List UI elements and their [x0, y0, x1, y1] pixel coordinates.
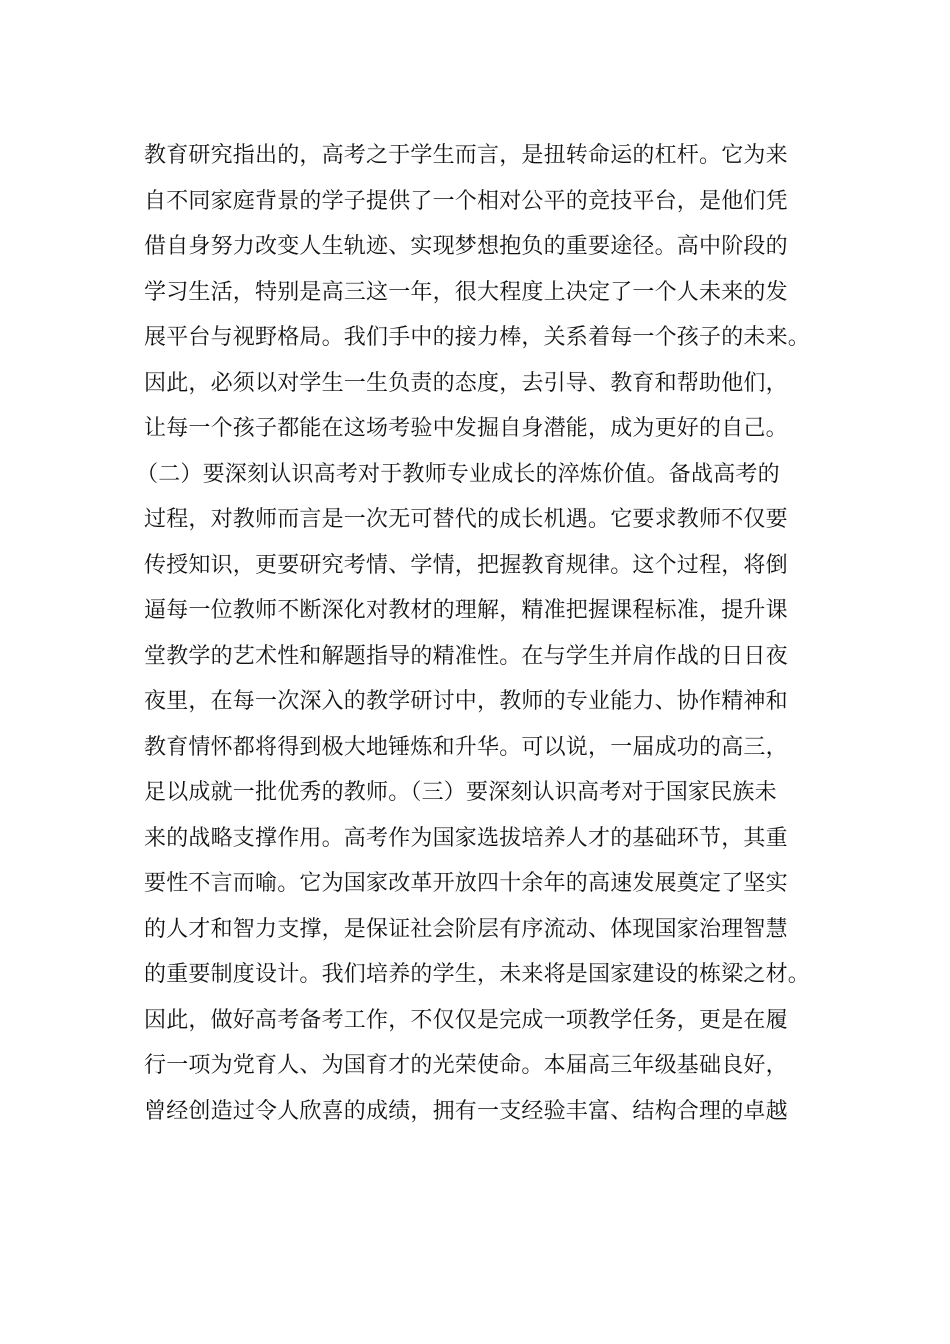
text-line: 足以成就一批优秀的教师。（三）要深刻认识高考对于国家民族未	[144, 780, 777, 805]
text-line: 曾经创造过令人欣喜的成绩，拥有一支经验丰富、结构合理的卓越	[144, 1098, 788, 1124]
text-line: 教育研究指出的，高考之于学生而言，是扭转命运的杠杆。它为来	[144, 143, 788, 168]
text-line: 因此，做好高考备考工作，不仅仅是完成一项教学任务，更是在履	[144, 1007, 788, 1033]
text-line: 教育情怀都将得到极大地锤炼和升华。可以说，一届成功的高三，	[144, 734, 788, 760]
text-line: 要性不言而喻。它为国家改革开放四十余年的高速发展奠定了坚实	[144, 871, 788, 896]
text-line: 展平台与视野格局。我们手中的接力棒，关系着每一个孩子的未来。	[144, 325, 811, 350]
body-text	[136, 133, 814, 1134]
text-line: （二）要深刻认识高考对于教师专业成长的淬炼价值。备战高考的	[136, 461, 780, 487]
text-line: 来的战略支撑作用。高考作为国家选拔培养人才的基础环节，其重	[144, 825, 788, 851]
text-line: 堂教学的艺术性和解题指导的精准性。在与学生并肩作战的日日夜	[144, 643, 788, 669]
text-line: 自不同家庭背景的学子提供了一个相对公平的竞技平台，是他们凭	[144, 188, 788, 214]
text-line: 学习生活，特别是高三这一年，很大程度上决定了一个人未来的发	[144, 279, 788, 305]
text-line: 让每一个孩子都能在这场考验中发掘自身潜能，成为更好的自己。	[144, 416, 788, 441]
text-line: 的人才和智力支撑，是保证社会阶层有序流动、体现国家治理智慧	[144, 916, 788, 942]
text-line: 传授知识，更要研究考情、学情，把握教育规律。这个过程，将倒	[144, 552, 788, 578]
text-line: 因此，必须以对学生一生负责的态度，去引导、教育和帮助他们，	[144, 370, 788, 396]
text-line: 过程，对教师而言是一次无可替代的成长机遇。它要求教师不仅要	[144, 507, 788, 532]
text-line: 夜里，在每一次深入的教学研讨中，教师的专业能力、协作精神和	[144, 689, 788, 714]
text-line: 逼每一位教师不断深化对教材的理解，精准把握课程标准，提升课	[144, 598, 788, 623]
text-line: 借自身努力改变人生轨迹、实现梦想抱负的重要途径。高中阶段的	[144, 234, 788, 259]
text-line: 的重要制度设计。我们培养的学生，未来将是国家建设的栋梁之材。	[144, 962, 811, 987]
text-line: 行一项为党育人、为国育才的光荣使命。本届高三年级基础良好，	[144, 1053, 788, 1078]
